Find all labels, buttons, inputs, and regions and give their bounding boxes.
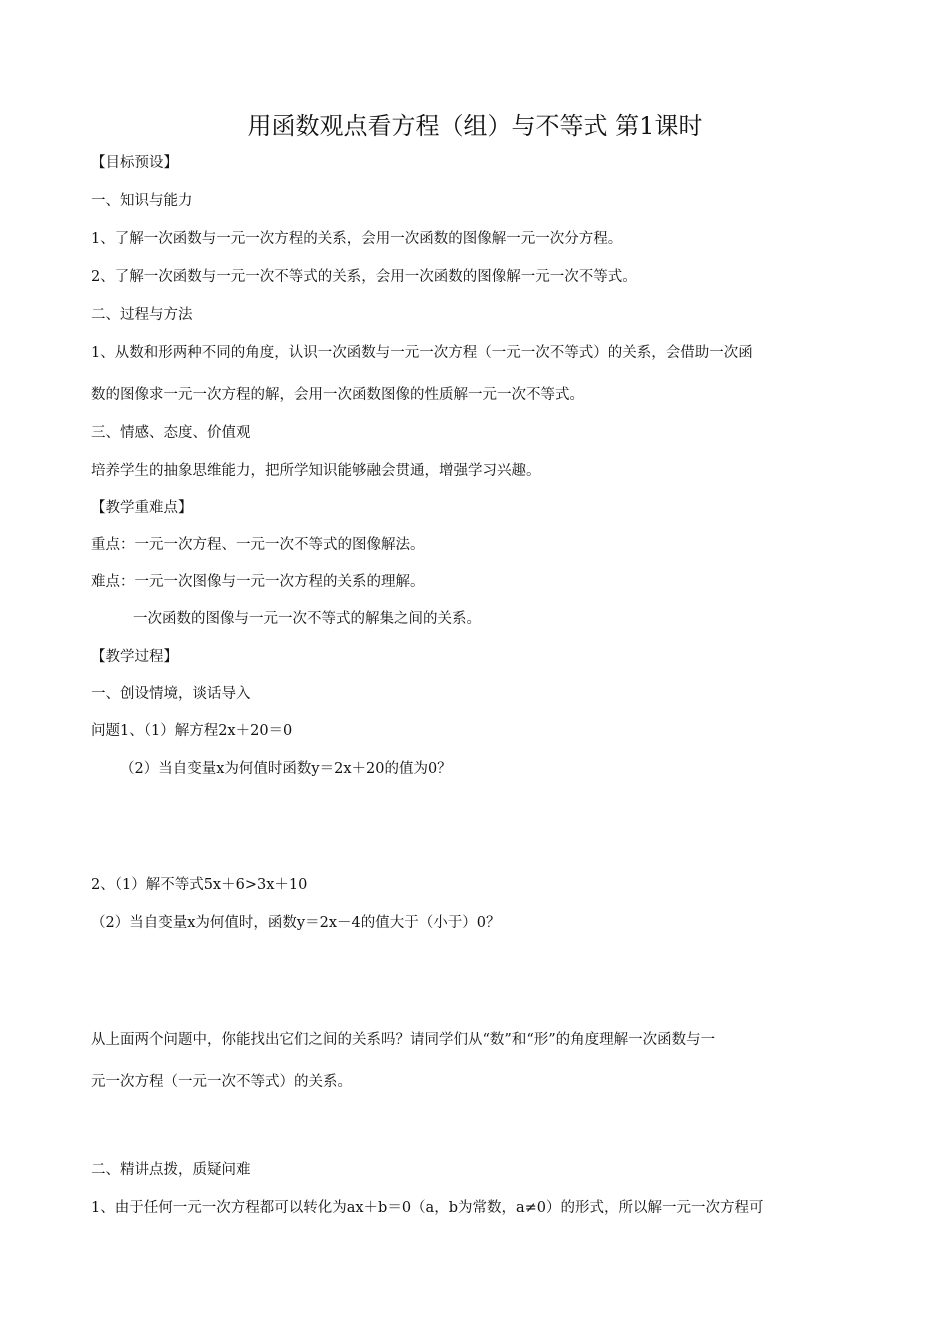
paragraph-line: 难点：一元一次图像与一元一次方程的关系的理解。 <box>91 574 425 590</box>
section-heading-process: 【教学过程】 <box>91 649 178 665</box>
paragraph-line: 从上面两个问题中，你能找出它们之间的关系吗？请同学们从“数”和“形”的角度理解一次函数与一 <box>91 1032 716 1048</box>
paragraph-line: 一次函数的图像与一元一次不等式的解集之间的关系。 <box>133 611 481 627</box>
paragraph-line: 1、了解一次函数与一元一次方程的关系，会用一次函数的图像解一元一次分方程。 <box>91 231 623 247</box>
subheading-explanation: 二、精讲点拨，质疑问难 <box>91 1162 251 1178</box>
subheading-intro: 一、创设情境，谈话导入 <box>91 686 251 702</box>
subheading-attitude: 三、情感、态度、价值观 <box>91 425 251 441</box>
paragraph-line: 1、由于任何一元一次方程都可以转化为ax＋b＝0（a，b为常数，a≠0）的形式，所以解一元一次方程可 <box>91 1200 764 1216</box>
paragraph-line: 元一次方程（一元一次不等式）的关系。 <box>91 1074 352 1090</box>
question-line: （2）当自变量x为何值时函数y＝2x＋20的值为0？ <box>120 761 452 777</box>
paragraph-line: 重点：一元一次方程、一元一次不等式的图像解法。 <box>91 537 425 553</box>
subheading-process: 二、过程与方法 <box>91 307 193 323</box>
section-heading-key-points: 【教学重难点】 <box>91 500 193 516</box>
document-title: 用函数观点看方程（组）与不等式 第1课时 <box>247 112 703 140</box>
paragraph-line: 2、了解一次函数与一元一次不等式的关系，会用一次函数的图像解一元一次不等式。 <box>91 269 637 285</box>
paragraph-line: 数的图像求一元一次方程的解，会用一次函数图像的性质解一元一次不等式。 <box>91 387 584 403</box>
question-line: （2）当自变量x为何值时，函数y＝2x－4的值大于（小于）0？ <box>91 915 501 931</box>
subheading-knowledge: 一、知识与能力 <box>91 193 193 209</box>
question-line: 问题1、（1）解方程2x＋20＝0 <box>91 723 293 739</box>
paragraph-line: 培养学生的抽象思维能力，把所学知识能够融会贯通，增强学习兴趣。 <box>91 463 541 479</box>
section-heading-goals: 【目标预设】 <box>91 155 178 171</box>
paragraph-line: 1、从数和形两种不同的角度，认识一次函数与一元一次方程（一元一次不等式）的关系，会借助一次函 <box>91 345 753 361</box>
question-line: 2、（1）解不等式5x＋6>3x＋10 <box>91 877 308 893</box>
